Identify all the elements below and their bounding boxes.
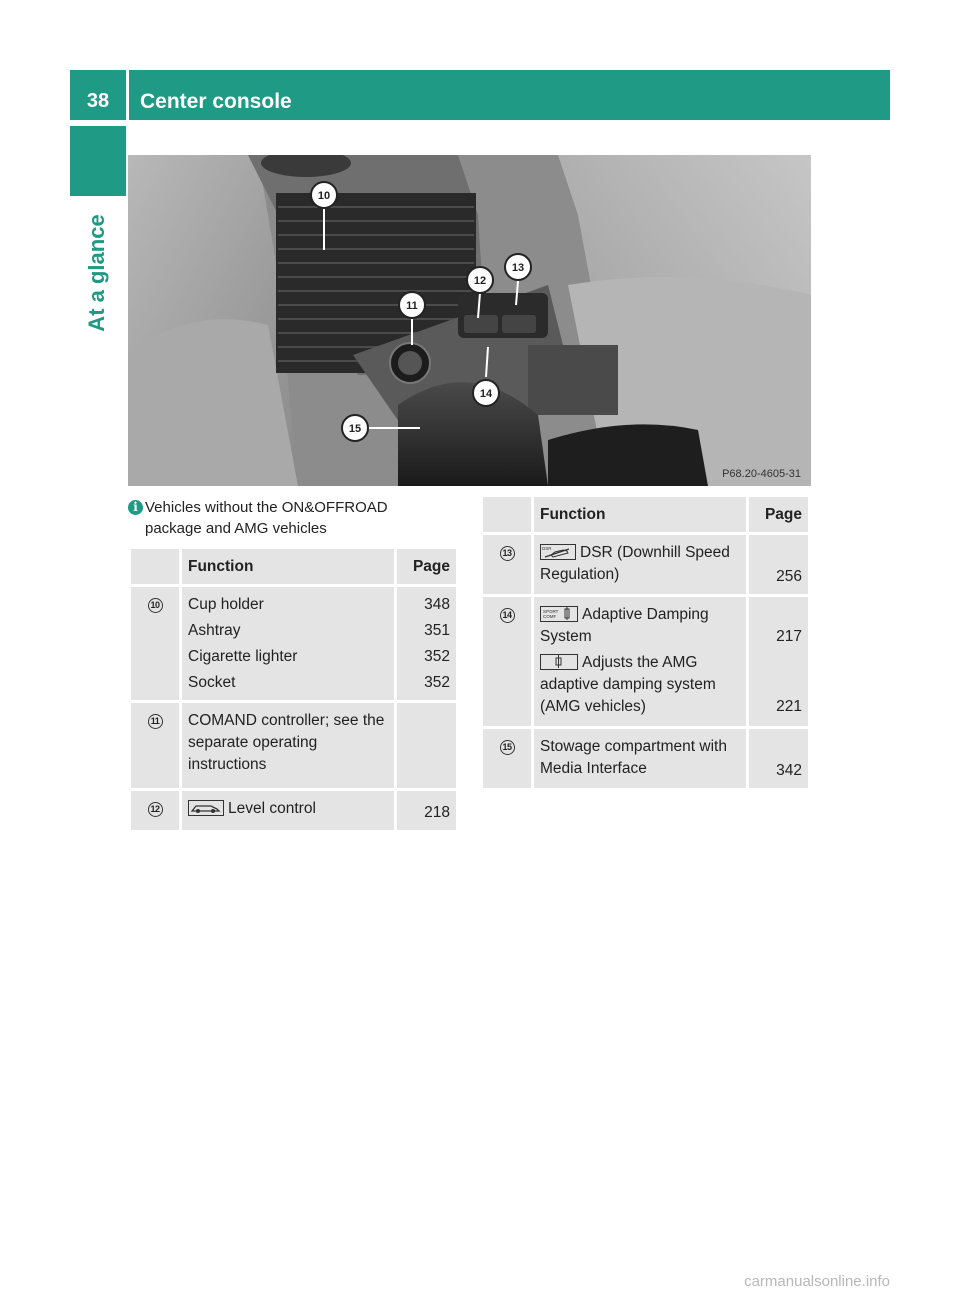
center-console-photo [128,155,811,486]
sport-comf-icon [540,606,578,622]
row-functions: Cup holder Ashtray Cigarette lighter Socket [181,586,396,702]
photo-code: P68.20-4605-31 [722,468,801,480]
row-pages: 342 [748,728,810,790]
row-number: 11 [130,702,181,790]
function-table-left [128,546,459,833]
damper-icon [540,654,578,670]
table-row [482,728,810,790]
row-number: 13 [482,534,533,596]
side-tab-block [70,126,126,196]
row-pages: 348 351 352 352 [396,586,458,702]
table-row [130,790,458,832]
row-pages: 217 221 [748,596,810,728]
table-header [130,548,458,586]
svg-text:14: 14 [479,388,493,400]
callout-13 [505,254,531,280]
function-table-right [480,494,811,791]
info-note [128,497,448,539]
page-number: 38 [86,90,110,112]
header-divider [126,70,129,120]
header-page: Page [396,548,458,586]
svg-text:12: 12 [473,275,487,287]
level-control-icon [188,800,224,816]
header-num [130,548,181,586]
svg-text:DSR: DSR [542,546,552,551]
header-page: Page [748,496,810,534]
row-number: 15 [482,728,533,790]
table-row [130,702,458,790]
svg-text:SPORT: SPORT [543,609,559,614]
row-pages [396,702,458,790]
row-functions: SPORT COMF Adaptive Damping System Adjusts the AMG adaptive damping system (AMG vehicles) [533,596,748,728]
svg-text:11: 11 [406,300,418,312]
svg-text:13: 13 [511,262,525,274]
callout-12 [467,267,493,293]
row-functions: COMAND controller; see the separate operating instructions [181,702,396,790]
side-tab-label: At a glance [84,213,109,332]
svg-text:15: 15 [348,423,362,435]
page-header [70,70,890,120]
callout-15 [342,415,368,441]
table-row [482,596,810,728]
row-pages: 218 [396,790,458,832]
callout-10 [311,182,337,208]
row-number: 10 [130,586,181,702]
console-illustration [128,155,811,486]
callout-14 [473,380,499,406]
table-row [130,586,458,702]
svg-text:10: 10 [317,190,331,202]
row-number: 14 [482,596,533,728]
row-functions: Level control [181,790,396,832]
header-function: Function [181,548,396,586]
header-num [482,496,533,534]
row-functions: DSR DSR (Downhill Speed Regulation) [533,534,748,596]
table-row [482,534,810,596]
header-function: Function [533,496,748,534]
row-number: 12 [130,790,181,832]
callout-11 [399,292,425,318]
dsr-icon [540,544,576,560]
footer-watermark: carmanualsonline.info [744,1273,890,1290]
row-pages: 256 [748,534,810,596]
info-icon: i [128,500,143,515]
svg-text:COMF: COMF [543,614,557,619]
section-title: Center console [140,90,292,113]
table-header [482,496,810,534]
info-note-text: Vehicles without the ON&OFFROAD package and AMG vehicles [145,499,388,537]
row-functions: Stowage compartment with Media Interface [533,728,748,790]
